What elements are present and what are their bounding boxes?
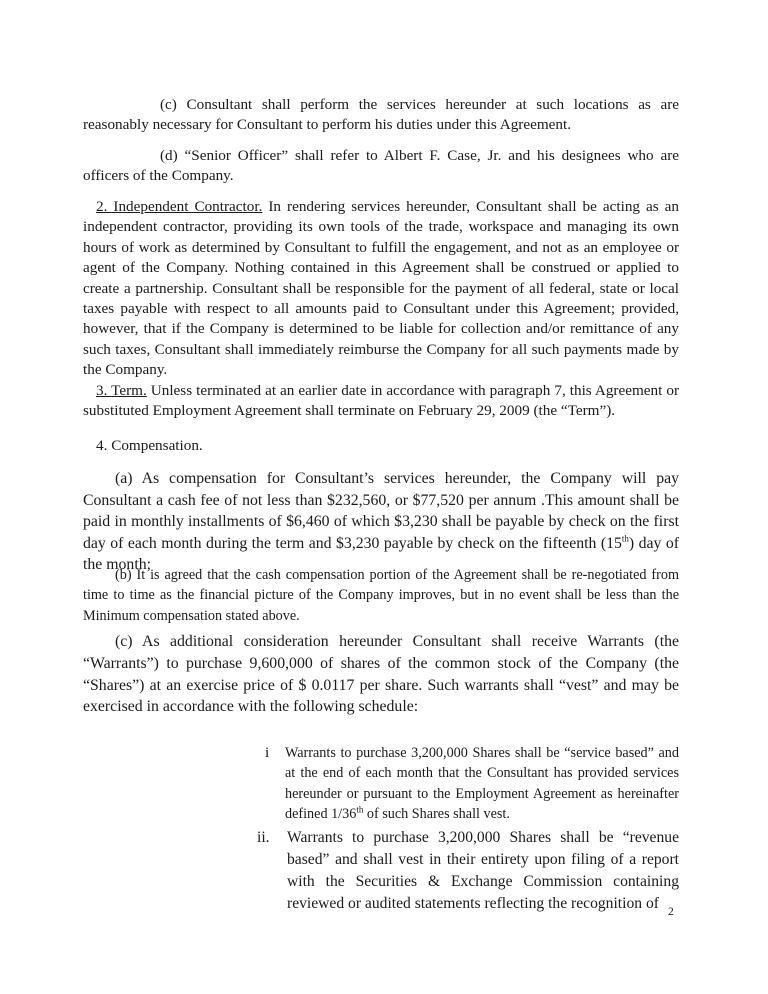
section-3-body: Unless terminated at an earlier date in accordance with paragraph 7, this Agreement or substituted Employment Agreement shall terminate on February 29, 2009 (the “Term”). xyxy=(83,382,680,420)
section-3-term xyxy=(83,381,679,422)
section-3-heading: 3. Term. xyxy=(96,382,147,399)
warrant-schedule-item-i xyxy=(265,743,679,825)
section-2-heading: 2. Independent Contractor. xyxy=(96,198,263,215)
clause-c-services-location: (c) Consultant shall perform the services hereunder at such locations as are reasonably necessary for Consultant to perform his duties under this Agreement. xyxy=(83,96,679,134)
section-2-body: In rendering services hereunder, Consultant shall be acting as an independent contractor, providing its own tools of the trade, workspace and managing its own hours of work as determined by Consultant to fulfill the engagement, and not as an employee or agent of the Company. Nothing contained in this Agreement shall be construed or applied to create a partnership. Consultant shall be responsible for the payment of all federal, state or local taxes payable with respect to all amounts paid to Consultant under this Agreement; provided, however, that if the Company is determined to be liable for collection and/or remittance of any such taxes, Consultant shall immediately reimburse the Company for all such payments made by the Company. xyxy=(83,198,680,379)
item-ii-text: Warrants to purchase 3,200,000 Shares shall be “revenue based” and shall vest in their entirety upon filing of a report with the Securities & Exchange Commission containing reviewed or audited statements reflecting the recognition of xyxy=(287,829,679,912)
section-4-heading: 4. Compensation. xyxy=(96,437,203,454)
section-4c-warrants: (c) As additional consideration hereunder Consultant shall receive Warrants (the “Warrants”) to purchase 9,600,000 of shares of the common stock of the Company (the “Shares”) at an exercise price of $ 0.0117 per share. Such warrants shall “vest” and may be exercised in accordance with the following schedule: xyxy=(83,633,679,716)
item-i-number: i xyxy=(265,744,270,761)
warrant-schedule-item-ii xyxy=(257,827,679,915)
item-i-text: Warrants to purchase 3,200,000 Shares shall be “service based” and at the end of each month that the Consultant has provided services hereunder or pursuant to the Employment Agreement as hereinafter defined 1/36th of such Shares shall vest. xyxy=(285,745,679,823)
section-4b-renegotiation: (b) It is agreed that the cash compensation portion of the Agreement shall be re-negotiated from time to time as the financial picture of the Company improves, but in no event shall be less than the Minimum compensation stated above. xyxy=(83,567,679,624)
section-4a-compensation: (a) As compensation for Consultant’s services hereunder, the Company will pay Consultant a cash fee of not less than $232,560, or $77,520 per annum .This amount shall be paid in monthly installments of $6,460 of which $3,230 shall be payable by check on the first day of each month during the term and $3,230 payable by check on the fifteenth (15th) day of the month; xyxy=(83,470,679,574)
item-ii-number: ii. xyxy=(257,829,270,846)
section-2-independent-contractor xyxy=(83,197,679,381)
page-number: 2 xyxy=(668,906,674,918)
clause-d-senior-officer: (d) “Senior Officer” shall refer to Albert F. Case, Jr. and his designees who are officers of the Company. xyxy=(83,147,679,185)
